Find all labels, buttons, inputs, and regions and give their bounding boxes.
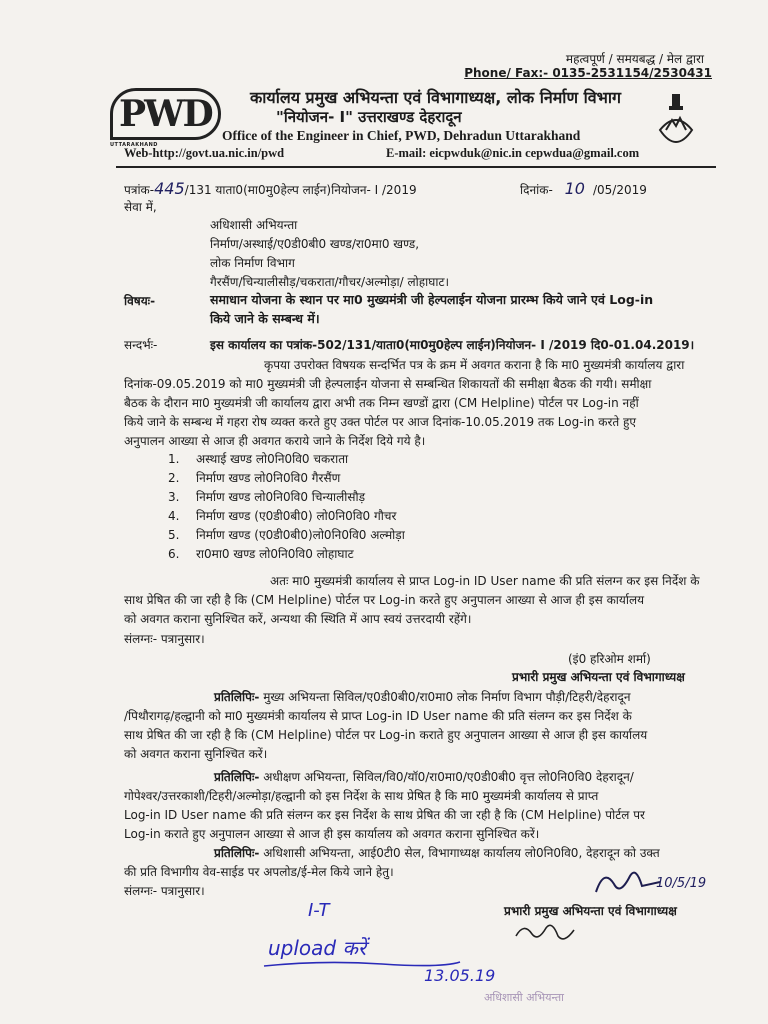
- enclosure-1: संलग्नः- पत्रानुसार।: [124, 632, 205, 646]
- zone-item: [168, 450, 405, 469]
- para1-line: किये जाने के सम्बन्ध में गहरा रोष व्यक्त करते हुए उक्त पोर्टल पर आज दिनांक-10.05.2019 तक Log-in करते हुए: [124, 415, 637, 429]
- addressee-line: गैरसैंण/चिन्यालीसौड़/चकराता/गौचर/अल्मोड़ा/ लोहाघाट।: [210, 275, 450, 289]
- addressee-line: लोक निर्माण विभाग: [210, 256, 295, 270]
- zone-num: 4.: [168, 509, 180, 523]
- subject-line: किये जाने के सम्बन्ध में।: [210, 311, 320, 326]
- zone-text: निर्माण खण्ड लो0नि0वि0 गैरसैंण: [196, 471, 341, 485]
- letter-date: [520, 179, 647, 198]
- para2-line: अतः मा0 मुख्यमंत्री कार्यालय से प्राप्त Log-in ID User name की प्रति संलग्न कर इस निर्देश के: [270, 574, 700, 588]
- ref-handwritten: 445: [154, 179, 185, 198]
- ref-rest: /131 याता0(मा0मु0हेल्प लाईन)नियोजन- I /2019: [184, 183, 417, 197]
- zones-list: [168, 450, 405, 564]
- date-rest: /05/2019: [592, 183, 647, 197]
- para1-line: कृपया उपरोक्त विषयक सन्दर्भित पत्र के क्रम में अवगत कराना है कि मा0 मुख्यमंत्री कार्यालय द्वारा: [264, 358, 685, 372]
- state-emblem-icon: [658, 90, 694, 146]
- zone-item: [168, 545, 405, 564]
- zone-item: [168, 488, 405, 507]
- pwd-logo-mark: PWD: [110, 88, 221, 140]
- copy-2: [124, 768, 724, 844]
- addressee: [210, 216, 449, 292]
- copy1-label: प्रतिलिपिः-: [214, 690, 260, 704]
- zone-item: [168, 526, 405, 545]
- zone-text: निर्माण खण्ड (ए0डी0बी0)लो0नि0वि0 अल्मोड़ा: [196, 528, 405, 542]
- to-label: सेवा में,: [124, 200, 157, 214]
- pwd-logo-sub: UTTARAKHAND: [110, 142, 158, 148]
- reference-label: सन्दर्भः-: [124, 338, 158, 352]
- zone-num: 6.: [168, 547, 180, 561]
- office-hindi: कार्यालय प्रमुख अभियन्ता एवं विभागाध्यक्ष, लोक निर्माण विभाग: [250, 88, 622, 107]
- email: E-mail: eicpwduk@nic.in cepwdua@gmail.com: [386, 146, 640, 160]
- zone-num: 1.: [168, 452, 180, 466]
- enclosure-2: संलग्नः- पत्रानुसार।: [124, 884, 205, 898]
- copy1-line: साथ प्रेषित की जा रही है कि (CM Helpline) पोर्टल पर Log-in कराते हुए अनुपालन आख्या से आज ही इस कार्यालय: [124, 728, 648, 742]
- header-divider: [116, 166, 716, 168]
- phone-fax: Phone/ Fax:- 0135-2531154/2530431: [464, 66, 712, 80]
- paragraph-2: [124, 572, 724, 629]
- copy3-label: प्रतिलिपिः-: [214, 846, 260, 860]
- zone-text: निर्माण खण्ड लो0नि0वि0 चिन्यालीसौड़: [196, 490, 366, 504]
- zone-item: [168, 507, 405, 526]
- copy3-line: अधिशासी अभियन्ता, आई0टी0 सेल, विभागाध्यक्ष कार्यालय लो0नि0वि0, देहरादून को उक्त: [263, 846, 660, 860]
- copy-1: [124, 688, 724, 764]
- subject: [210, 290, 730, 328]
- para2-line: साथ प्रेषित की जा रही है कि (CM Helpline) पोर्टल पर Log-in करते हुए अनुपालन आख्या से आज ही इस कार्यालय: [124, 593, 645, 607]
- reference-text: इस कार्यालय का पत्रांक-502/131/याता0(मा0मु0हेल्प लाईन)नियोजन- I /2019 दि0-01.04.2019।: [210, 338, 695, 352]
- zone-text: अस्थाई खण्ड लो0नि0वि0 चकराता: [196, 452, 349, 466]
- signature-date: 10/5/19: [656, 876, 707, 891]
- para1-line: बैठक के दौरान मा0 मुख्यमंत्री जी कार्यालय द्वारा अभी तक निम्न खण्डों द्वारा (CM Helpline) पोर्टल पर Log-in नहीं: [124, 396, 639, 410]
- upload-underline-icon: [262, 958, 462, 970]
- office-english: Office of the Engineer in Chief, PWD, Dehradun Uttarakhand: [222, 128, 581, 143]
- paragraph-1: [124, 356, 724, 451]
- handwritten-it: I-T: [308, 900, 330, 921]
- para2-line: को अवगत कराना सुनिश्चित करें, अन्यथा की स्थिति में आप स्वयं उत्तरदायी रहेंगे।: [124, 612, 472, 626]
- addressee-line: निर्माण/अस्थाई/ए0डी0बी0 खण्ड/रा0मा0 खण्ड,: [210, 237, 420, 251]
- signer-title: प्रभारी प्रमुख अभियन्ता एवं विभागाध्यक्ष: [512, 670, 685, 684]
- date-handwritten: 10: [564, 179, 585, 198]
- pwd-logo: [110, 88, 212, 150]
- addressee-line: अधिशासी अभियन्ता: [210, 218, 298, 232]
- copy1-line: मुख्य अभियन्ता सिविल/ए0डी0बी0/रा0मा0 लोक निर्माण विभाग पौड़ी/टिहरी/देहरादून: [263, 690, 631, 704]
- subject-line: समाधान योजना के स्थान पर मा0 मुख्यमंत्री जी हेल्पलाईन योजना प्रारम्भ किये जाने एवं Log-in: [210, 292, 654, 307]
- signer-name: (इं0 हरिओम शर्मा): [568, 652, 651, 666]
- para1-line: अनुपालन आख्या से आज ही अवगत कराये जाने के निर्देश दिये गये है।: [124, 434, 426, 448]
- date-prefix: दिनांक-: [520, 183, 553, 197]
- subject-label: विषयः-: [124, 294, 156, 308]
- priority-note: महत्वपूर्ण / समयबद्ध / मेल द्वारा: [565, 52, 704, 66]
- zone-text: रा0मा0 खण्ड लो0नि0वि0 लोहाघाट: [196, 547, 354, 561]
- copy2-line: गोपेश्वर/उत्तरकाशी/टिहरी/अल्मोड़ा/हल्द्वानी को इस निर्देश के साथ प्रेषित है कि मा0 मुख्यमंत्री कार्यालय से प्राप्त: [124, 789, 599, 803]
- para1-line: दिनांक-09.05.2019 को मा0 मुख्यमंत्री जी हेल्पलाईन योजना से सम्बन्धित शिकायतों की समीक्षा बैठक की गयी। समीक्षा: [124, 377, 652, 391]
- zone-num: 2.: [168, 471, 180, 485]
- signer-title-2: प्रभारी प्रमुख अभियन्ता एवं विभागाध्यक्ष: [504, 904, 677, 918]
- faded-stamp: अधिशासी अभियन्ता: [484, 991, 565, 1004]
- copy3-line: की प्रति विभागीय वेव-साईड पर अपलोड/ई-मेल किये जाने हेतु।: [124, 865, 394, 879]
- section-hindi: "नियोजन- I" उत्तराखण्ड देहरादून: [276, 108, 462, 126]
- ref-prefix: पत्रांक-: [124, 183, 155, 197]
- copy2-line: अधीक्षण अभियन्ता, सिविल/वि0/यॉ0/रा0मा0/ए0डी0बी0 वृत्त लो0नि0वि0 देहरादून/: [263, 770, 634, 784]
- zone-text: निर्माण खण्ड (ए0डी0बी0) लो0नि0वि0 गौचर: [196, 509, 397, 523]
- initials-scribble-icon: [512, 918, 582, 946]
- handwritten-date: 13.05.19: [424, 966, 496, 985]
- website: Web-http://govt.ua.nic.in/pwd: [124, 146, 285, 160]
- copy1-line: /पिथौरागढ़/हल्द्वानी को मा0 मुख्यमंत्री कार्यालय से प्राप्त Log-in ID User name की प्रति संलग्न कर इस निर्देश के: [124, 709, 632, 723]
- zone-item: [168, 469, 405, 488]
- copy1-line: को अवगत कराना सुनिश्चित करें।: [124, 747, 268, 761]
- handwritten-upload: upload करें: [268, 936, 367, 960]
- zone-num: 5.: [168, 528, 180, 542]
- copy2-line: Log-in ID User name की प्रति संलग्न कर इस निर्देश के साथ प्रेषित की जा रही है कि (CM Helpline) पोर्टल पर: [124, 808, 645, 822]
- reference-number: [124, 179, 417, 198]
- zone-num: 3.: [168, 490, 180, 504]
- copy2-label: प्रतिलिपिः-: [214, 770, 260, 784]
- copy2-line: Log-in कराते हुए अनुपालन आख्या से आज ही इस कार्यालय को अवगत कराना सुनिश्चित करें।: [124, 827, 540, 841]
